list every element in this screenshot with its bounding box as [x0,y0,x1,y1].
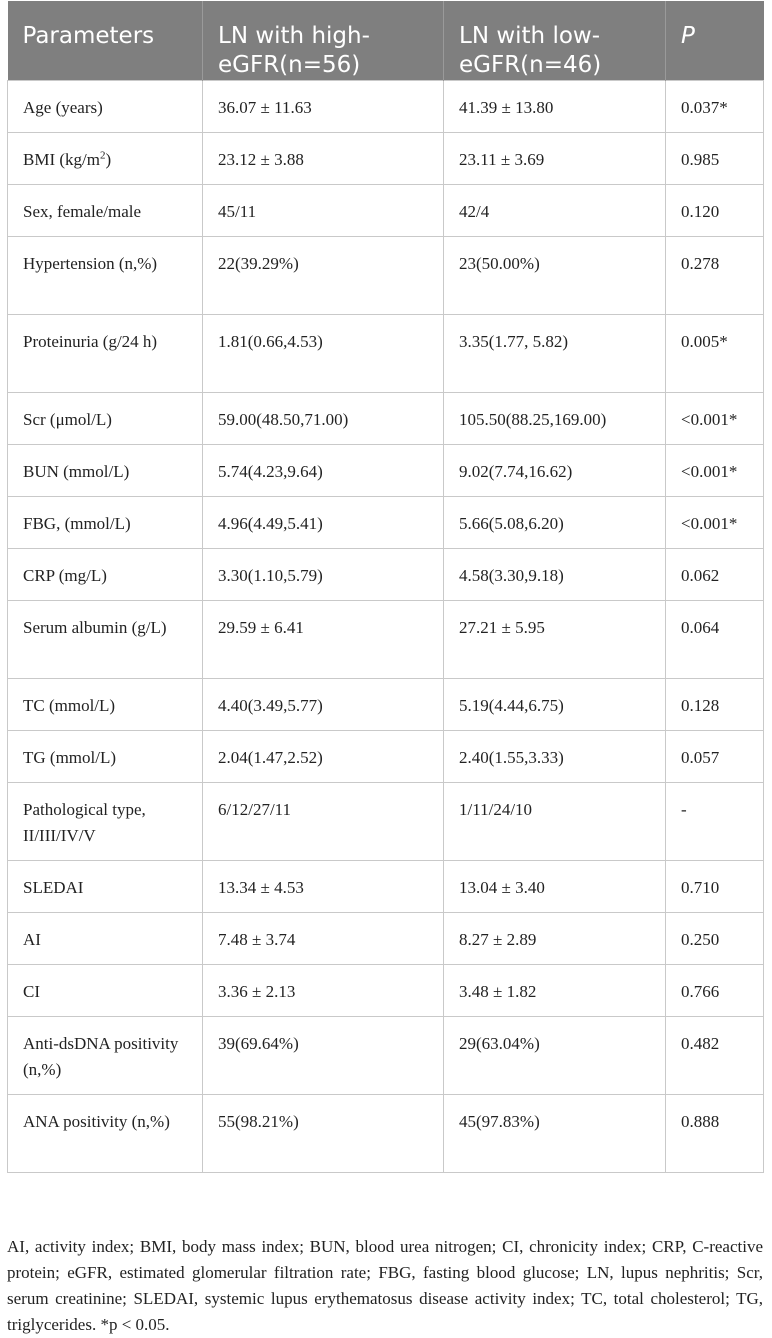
table-header [8,1,764,81]
parameter-cell: ANA positivity (n,%) [8,1095,203,1173]
header-row [8,1,764,81]
p-value-cell: 0.482 [666,1017,764,1095]
high-egfr-cell: 5.74(4.23,9.64) [203,445,444,497]
p-value-cell: 0.888 [666,1095,764,1173]
parameter-cell: Pathological type, II/III/IV/V [8,783,203,861]
high-egfr-cell: 3.36 ± 2.13 [203,965,444,1017]
table-body [8,81,764,1173]
high-egfr-cell: 39(69.64%) [203,1017,444,1095]
parameter-cell: Scr (μmol/L) [8,393,203,445]
p-value-cell: 0.120 [666,185,764,237]
high-egfr-cell: 23.12 ± 3.88 [203,133,444,185]
table-footnote: AI, activity index; BMI, body mass index; BUN, blood urea nitrogen; CI, chronicity index; CRP, C-reactive protein; eGFR, estimated glomerular filtration rate; FBG, fasting blood glucose; LN, lupus nephritis; Scr, serum creatinine; SLEDAI, systemic lupus erythematosus disease activity index; TC, total cholesterol; TG, triglycerides. *p < 0.05. [7,1237,763,1334]
high-egfr-cell: 29.59 ± 6.41 [203,601,444,679]
table-row [8,1017,764,1095]
p-value-cell: 0.064 [666,601,764,679]
table-row [8,913,764,965]
low-egfr-cell: 9.02(7.74,16.62) [444,445,666,497]
table-row [8,133,764,185]
p-value-cell: 0.766 [666,965,764,1017]
low-egfr-cell: 27.21 ± 5.95 [444,601,666,679]
p-value-cell: <0.001* [666,445,764,497]
header-high-egfr: LN with high-eGFR(n=56) [203,1,444,81]
table-row [8,601,764,679]
parameter-cell: Proteinuria (g/24 h) [8,315,203,393]
table-row [8,497,764,549]
p-value-cell: 0.250 [666,913,764,965]
low-egfr-cell: 5.66(5.08,6.20) [444,497,666,549]
low-egfr-cell: 45(97.83%) [444,1095,666,1173]
low-egfr-cell: 23(50.00%) [444,237,666,315]
header-parameters: Parameters [8,1,203,81]
parameter-cell: Age (years) [8,81,203,133]
p-value-cell: 0.128 [666,679,764,731]
high-egfr-cell: 13.34 ± 4.53 [203,861,444,913]
parameter-cell: BUN (mmol/L) [8,445,203,497]
high-egfr-cell: 22(39.29%) [203,237,444,315]
table-row [8,731,764,783]
parameter-cell: Anti-dsDNA positivity (n,%) [8,1017,203,1095]
low-egfr-cell: 3.35(1.77, 5.82) [444,315,666,393]
p-value-cell: <0.001* [666,393,764,445]
parameter-cell: SLEDAI [8,861,203,913]
p-value-cell: 0.057 [666,731,764,783]
table-row [8,185,764,237]
data-table [7,1,764,1173]
parameter-cell: Sex, female/male [8,185,203,237]
parameter-text: BMI (kg/m [23,150,100,169]
header-p-value: P [666,1,764,81]
parameter-cell: CRP (mg/L) [8,549,203,601]
p-value-cell: 0.985 [666,133,764,185]
high-egfr-cell: 4.40(3.49,5.77) [203,679,444,731]
p-value-cell: 0.062 [666,549,764,601]
low-egfr-cell: 42/4 [444,185,666,237]
low-egfr-cell: 1/11/24/10 [444,783,666,861]
p-value-cell: 0.278 [666,237,764,315]
low-egfr-cell: 41.39 ± 13.80 [444,81,666,133]
table-row [8,965,764,1017]
table-row [8,237,764,315]
superscript: 2 [99,149,106,162]
parameter-cell: TC (mmol/L) [8,679,203,731]
table-row [8,1095,764,1173]
table-row [8,81,764,133]
high-egfr-cell: 2.04(1.47,2.52) [203,731,444,783]
low-egfr-cell: 3.48 ± 1.82 [444,965,666,1017]
parameter-cell: TG (mmol/L) [8,731,203,783]
high-egfr-cell: 4.96(4.49,5.41) [203,497,444,549]
high-egfr-cell: 45/11 [203,185,444,237]
high-egfr-cell: 55(98.21%) [203,1095,444,1173]
low-egfr-cell: 8.27 ± 2.89 [444,913,666,965]
parameter-cell: AI [8,913,203,965]
p-value-cell: 0.005* [666,315,764,393]
high-egfr-cell: 59.00(48.50,71.00) [203,393,444,445]
parameter-cell: Serum albumin (g/L) [8,601,203,679]
parameter-cell: CI [8,965,203,1017]
high-egfr-cell: 36.07 ± 11.63 [203,81,444,133]
high-egfr-cell: 1.81(0.66,4.53) [203,315,444,393]
header-low-egfr: LN with low-eGFR(n=46) [444,1,666,81]
low-egfr-cell: 13.04 ± 3.40 [444,861,666,913]
p-value-cell: 0.710 [666,861,764,913]
parameter-cell: Hypertension (n,%) [8,237,203,315]
high-egfr-cell: 7.48 ± 3.74 [203,913,444,965]
low-egfr-cell: 23.11 ± 3.69 [444,133,666,185]
high-egfr-cell: 3.30(1.10,5.79) [203,549,444,601]
parameter-cell [8,133,203,185]
parameter-cell: FBG, (mmol/L) [8,497,203,549]
table-row [8,783,764,861]
table-row [8,393,764,445]
table-row [8,445,764,497]
p-value-cell: <0.001* [666,497,764,549]
parameter-suffix: ) [105,150,112,169]
table-row [8,549,764,601]
p-value-cell: 0.037* [666,81,764,133]
low-egfr-cell: 4.58(3.30,9.18) [444,549,666,601]
low-egfr-cell: 29(63.04%) [444,1017,666,1095]
high-egfr-cell: 6/12/27/11 [203,783,444,861]
low-egfr-cell: 105.50(88.25,169.00) [444,393,666,445]
low-egfr-cell: 5.19(4.44,6.75) [444,679,666,731]
table-row [8,861,764,913]
table-row [8,315,764,393]
table-row [8,679,764,731]
low-egfr-cell: 2.40(1.55,3.33) [444,731,666,783]
p-value-cell: - [666,783,764,861]
